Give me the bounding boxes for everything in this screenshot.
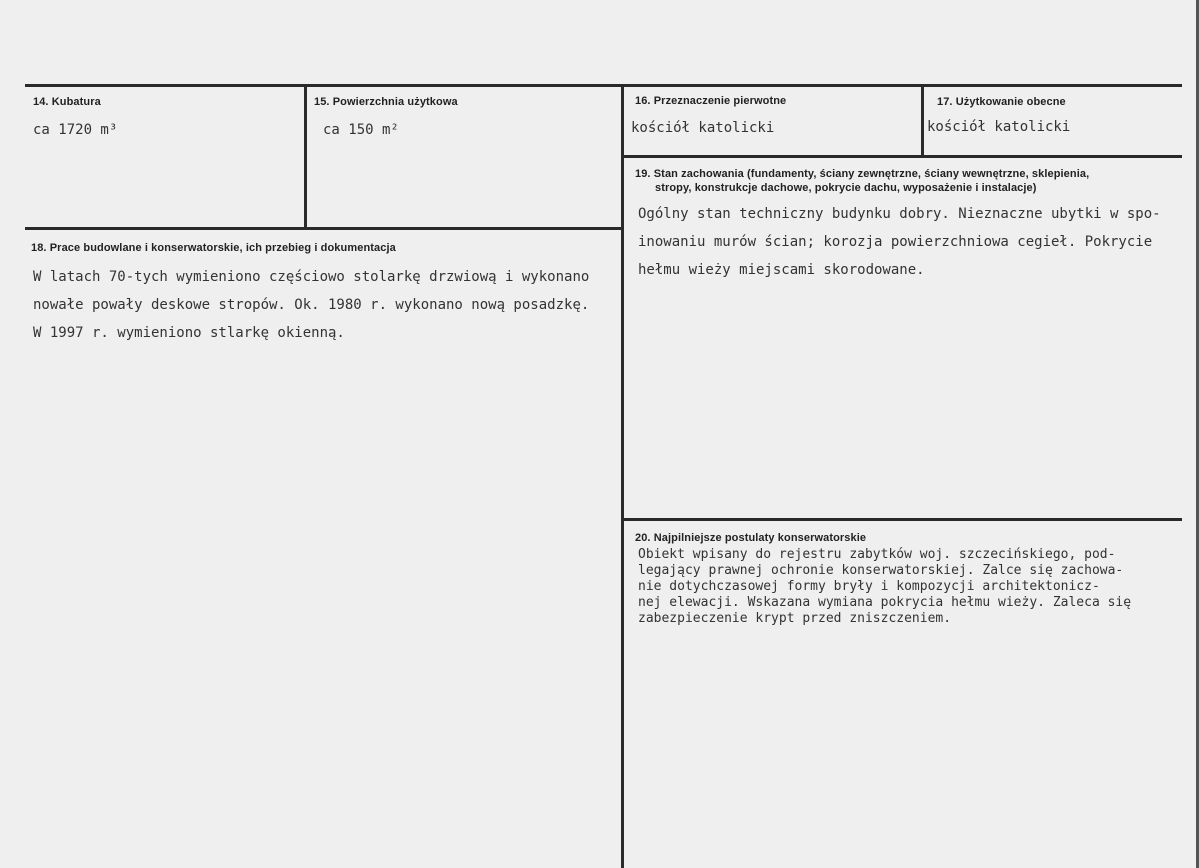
field-20-text	[638, 547, 1131, 627]
field-20-line-2: legający prawnej ochronie konserwatorskiej. Zalce się zachowa-	[638, 563, 1124, 578]
divider-16-17	[921, 84, 924, 157]
field-19-label-line-2: stropy, konstrukcje dachowe, pokrycie dachu, wyposażenie i instalacje)	[655, 182, 1037, 194]
field-19-line-3: hełmu wieży miejscami skorodowane.	[638, 262, 925, 278]
field-15-value: ca 150 m²	[323, 122, 399, 138]
rule-under-16-17	[622, 155, 1182, 158]
top-rule	[25, 84, 1182, 87]
field-19-label-line-1: 19. Stan zachowania (fundamenty, ściany zewnętrzne, ściany wewnętrzne, sklepienia,	[635, 168, 1090, 180]
field-16-value: kościół katolicki	[631, 120, 775, 136]
field-15-label: 15. Powierzchnia użytkowa	[314, 96, 458, 108]
field-20-line-1: Obiekt wpisany do rejestru zabytków woj. szczecińskiego, pod-	[638, 547, 1116, 562]
field-20-line-3: nie dotychczasowej formy bryły i kompozycji architektonicz-	[638, 579, 1100, 594]
field-19-line-1: Ogólny stan techniczny budynku dobry. Nieznaczne ubytki w spo-	[638, 206, 1161, 222]
field-18-label: 18. Prace budowlane i konserwatorskie, ich przebieg i dokumentacja	[31, 242, 396, 254]
field-17-label: 17. Użytkowanie obecne	[937, 96, 1066, 108]
field-16-label: 16. Przeznaczenie pierwotne	[635, 95, 787, 107]
center-divider	[621, 84, 624, 868]
field-19-text	[638, 200, 1161, 284]
divider-14-15	[304, 84, 307, 229]
field-17-value: kościół katolicki	[927, 119, 1071, 135]
field-14-value: ca 1720 m³	[33, 122, 118, 138]
field-18-text	[33, 263, 589, 347]
rule-above-20	[622, 518, 1182, 521]
field-14-label: 14. Kubatura	[33, 96, 101, 108]
field-20-line-4: nej elewacji. Wskazana wymiana pokrycia hełmu wieży. Zaleca się	[638, 595, 1132, 610]
field-18-line-3: W 1997 r. wymieniono stlarkę okienną.	[33, 325, 345, 341]
field-18-line-2: nowałe powały deskowe stropów. Ok. 1980 r. wykonano nową posadzkę.	[33, 297, 590, 313]
field-20-label: 20. Najpilniejsze postulaty konserwatorskie	[635, 532, 867, 544]
field-18-line-1: W latach 70-tych wymieniono częściowo stolarkę drzwiową i wykonano	[33, 269, 590, 285]
rule-under-14-15	[25, 227, 623, 230]
field-20-line-5: zabezpieczenie krypt przed zniszczeniem.	[638, 611, 952, 626]
field-19-line-2: inowaniu murów ścian; korozja powierzchniowa cegieł. Pokrycie	[638, 234, 1153, 250]
